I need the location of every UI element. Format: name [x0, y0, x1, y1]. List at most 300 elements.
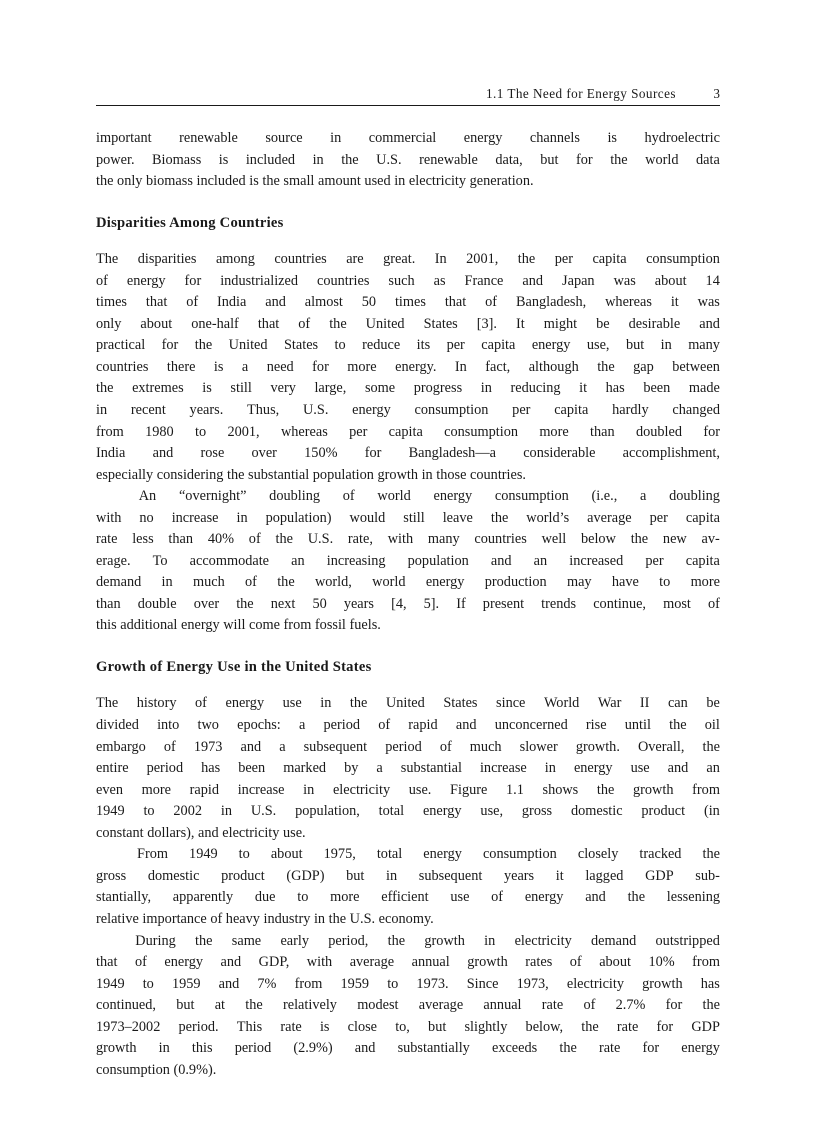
word: considerable [523, 445, 596, 462]
word: it [579, 380, 588, 397]
word: than [590, 423, 615, 440]
word: 1973 [193, 738, 223, 755]
word: for [642, 1040, 660, 1057]
word: increasing [326, 552, 386, 569]
word: electricity [332, 781, 391, 798]
text-line [96, 314, 720, 336]
word: this additional energy will come from fossil fuels. [96, 617, 381, 634]
word: would [349, 509, 386, 526]
word: substantially [397, 1040, 470, 1057]
word: capita [685, 509, 720, 526]
paragraph-from-1949-to-1975 [96, 844, 720, 930]
heading-disparities-among-countries: Disparities Among Countries [96, 214, 284, 231]
word: GDP [691, 1018, 720, 1035]
word: the [559, 1040, 577, 1057]
word: times [96, 294, 127, 311]
word: demand [590, 932, 637, 949]
word: history [136, 695, 177, 712]
word: av- [701, 531, 720, 548]
word: electricity [566, 975, 625, 992]
word: fact, [485, 358, 511, 375]
word: trends [541, 595, 577, 612]
word: consumption [444, 423, 518, 440]
text-line [96, 249, 720, 271]
word: may [566, 574, 592, 591]
word: population) [265, 509, 332, 526]
word: growth [96, 1040, 137, 1057]
word: need [266, 358, 294, 375]
word: In [454, 358, 467, 375]
word: erage. [96, 552, 131, 569]
word: rates [525, 954, 553, 971]
word: countries [474, 531, 527, 548]
word: to [297, 889, 309, 906]
word: than [96, 595, 121, 612]
word: slower [519, 738, 558, 755]
running-head-title: 1.1 The Need for Energy Sources [486, 86, 676, 101]
word: subsequent [303, 738, 368, 755]
word: GDP, [258, 954, 290, 971]
word: present [482, 595, 525, 612]
word: rate [541, 997, 564, 1014]
word: 1949 [96, 975, 125, 992]
word: in [161, 574, 173, 591]
word: of [96, 272, 108, 289]
word: energy [681, 1040, 720, 1057]
word: countries [317, 272, 370, 289]
word: growth [467, 954, 508, 971]
word: whereas [280, 423, 328, 440]
text-line [96, 443, 720, 465]
word: growth [633, 781, 674, 798]
word: leave [442, 509, 473, 526]
word: and [240, 738, 262, 755]
word: for [576, 151, 593, 168]
word: with [306, 954, 333, 971]
text-line [96, 271, 720, 293]
text-line [96, 737, 720, 759]
word: data, [495, 151, 523, 168]
word: energy. [395, 358, 437, 375]
text-line [96, 171, 720, 193]
word: tracked [639, 846, 682, 863]
word: in [312, 151, 324, 168]
word: been [643, 380, 671, 397]
word: the [245, 997, 263, 1014]
word: lessening [666, 889, 720, 906]
word: countries [274, 251, 327, 268]
word: [4, [391, 595, 407, 612]
word: demand [96, 574, 142, 591]
word: per [554, 251, 573, 268]
word: consumption [646, 251, 720, 268]
word: and [218, 975, 240, 992]
word: divided [96, 717, 139, 734]
word: doubled [635, 423, 683, 440]
word: rate [280, 1018, 302, 1035]
word: in [544, 760, 556, 777]
word: source [265, 130, 303, 146]
word: many [688, 337, 720, 354]
word: more [330, 889, 360, 906]
word: years [343, 595, 374, 612]
word: 150% [304, 445, 338, 462]
word: The [96, 251, 119, 268]
word: the [669, 717, 687, 734]
word: it [555, 867, 564, 884]
text-line [96, 422, 720, 444]
word: renewable [419, 151, 478, 168]
word: one-half [191, 315, 239, 332]
word: Japan [562, 272, 595, 289]
word: constant dollars), and electricity use. [96, 824, 306, 841]
text-line [96, 1038, 720, 1060]
word: since [496, 695, 526, 712]
word: population [407, 552, 469, 569]
word: below, [525, 1018, 564, 1035]
word: India [216, 294, 247, 311]
word: the [702, 997, 720, 1014]
word: efficient [381, 889, 429, 906]
word: (in [703, 803, 720, 820]
word: United [228, 337, 268, 354]
word: is [213, 358, 224, 375]
word: sub- [695, 867, 720, 884]
word: In [434, 251, 447, 268]
word: gap [633, 358, 654, 375]
word: Bangladesh—a [408, 445, 496, 462]
paragraph-renewable-hydroelectric [96, 128, 720, 193]
text-line [96, 400, 720, 422]
text-line [96, 801, 720, 823]
word: 5]. [423, 595, 440, 612]
text-line [96, 995, 720, 1017]
word: channels [529, 130, 580, 146]
word: annual [483, 997, 522, 1014]
paragraph-electricity-demand-growth [96, 931, 720, 1082]
word: from [96, 423, 124, 440]
word: recent [130, 401, 166, 418]
word: from [692, 781, 720, 798]
word: period. [178, 1018, 219, 1035]
word: “overnight” [178, 488, 247, 505]
word: domestic [147, 867, 200, 884]
word: by [344, 760, 359, 777]
word: consumption [494, 488, 569, 505]
word: same [231, 932, 262, 949]
word: years. [189, 401, 224, 418]
word: States [443, 695, 478, 712]
text-line [96, 758, 720, 780]
word: times [394, 294, 426, 311]
word: The [96, 695, 119, 712]
word: world’s [526, 509, 570, 526]
body-text [96, 128, 720, 1081]
word: the [195, 932, 213, 949]
word: and [455, 717, 477, 734]
word: extremes [132, 380, 184, 397]
word: the [329, 315, 347, 332]
word: use [450, 889, 470, 906]
word: per [512, 401, 531, 418]
word: the [597, 358, 615, 375]
word: over [251, 445, 277, 462]
word: the [517, 251, 536, 268]
word: gross [96, 867, 127, 884]
word: world [377, 488, 411, 505]
word: GDP [645, 867, 674, 884]
word: about [140, 315, 173, 332]
word: over [193, 595, 220, 612]
word: new [662, 531, 687, 548]
word: world, [314, 574, 352, 591]
word: increase [237, 781, 285, 798]
word: hydroelectric [644, 130, 720, 146]
word: has [700, 975, 720, 992]
word: growth. [575, 738, 620, 755]
text-line [96, 594, 720, 616]
paragraph-overnight-doubling [96, 486, 720, 637]
word: a [279, 738, 286, 755]
word: An [138, 488, 157, 505]
word: this [191, 1040, 213, 1057]
word: the [702, 738, 720, 755]
text-line [96, 887, 720, 909]
text-line [96, 486, 720, 508]
text-line [96, 715, 720, 737]
word: energy [423, 846, 462, 863]
word: next [270, 595, 296, 612]
word: the [387, 932, 406, 949]
word: industrialized [220, 272, 299, 289]
word: for [364, 445, 382, 462]
word: in [660, 337, 672, 354]
word: the [349, 695, 368, 712]
word: rate [616, 1018, 639, 1035]
word: per [649, 509, 668, 526]
word: energy [164, 954, 204, 971]
text-line [96, 529, 720, 551]
word: gross [521, 803, 553, 820]
word: per [645, 552, 664, 569]
word: Since [466, 975, 499, 992]
word: annual [411, 954, 450, 971]
word: continued, [96, 997, 156, 1014]
word: about [270, 846, 303, 863]
word: 2.7% [615, 997, 646, 1014]
word: United [365, 315, 405, 332]
word: rate [96, 531, 118, 548]
word: During [135, 932, 176, 949]
word: embargo [96, 738, 146, 755]
word: 50 [312, 595, 327, 612]
word: be [596, 315, 610, 332]
word: To [152, 552, 168, 569]
word: more [347, 358, 377, 375]
word: as [433, 272, 446, 289]
word: energy [463, 130, 503, 146]
word: of [491, 889, 504, 906]
word: the [610, 151, 628, 168]
word: 40% [207, 531, 235, 548]
word: data [696, 151, 720, 168]
word: an [533, 552, 548, 569]
word: period [234, 1040, 272, 1057]
word: II [639, 695, 650, 712]
word: reduce [362, 337, 401, 354]
word: but [625, 337, 645, 354]
word: about [654, 272, 687, 289]
word: capita [685, 552, 720, 569]
word: was [613, 272, 636, 289]
word: doubling [669, 488, 720, 505]
word: in [96, 401, 108, 418]
word: relatively [282, 997, 337, 1014]
word: a [298, 717, 306, 734]
word: among [215, 251, 255, 268]
word: the [275, 531, 293, 548]
word: such [388, 272, 415, 289]
word: it [670, 294, 679, 311]
word: rapid [189, 781, 220, 798]
word: and [667, 760, 689, 777]
word: entire [96, 760, 129, 777]
word: is [218, 151, 229, 168]
word: and [522, 272, 544, 289]
word: more [141, 781, 172, 798]
word: is [202, 380, 212, 397]
text-line [96, 844, 720, 866]
word: to [143, 803, 155, 820]
word: increase [479, 760, 527, 777]
word: use, [480, 803, 504, 820]
word: in [158, 1040, 170, 1057]
word: the [236, 595, 254, 612]
word: epochs: [237, 717, 281, 734]
word: domestic [570, 803, 623, 820]
word: average [418, 997, 464, 1014]
word: changed [672, 401, 720, 418]
word: [3]. [476, 315, 497, 332]
word: close [347, 1018, 378, 1035]
word: oil [704, 717, 720, 734]
word: the only biomass included is the small amount used in electricity generation. [96, 173, 534, 190]
word: of [248, 531, 261, 548]
word: shows [542, 781, 579, 798]
page-content [96, 86, 720, 1081]
word: be [706, 695, 720, 712]
spacer [96, 193, 720, 215]
word: production [484, 574, 547, 591]
word: for [184, 272, 202, 289]
word: years [503, 867, 535, 884]
word: much [192, 574, 225, 591]
word: of [134, 954, 147, 971]
word: its [416, 337, 431, 354]
word: than [168, 531, 194, 548]
word: very [270, 380, 296, 397]
word: average [587, 509, 632, 526]
word: energy [524, 889, 564, 906]
word: energy [126, 272, 166, 289]
word: of [186, 294, 199, 311]
word: (2.9%) [293, 1040, 333, 1057]
word: but [176, 997, 195, 1014]
word: to [238, 846, 250, 863]
text-line [96, 1060, 720, 1082]
word: of [195, 695, 207, 712]
spacer [96, 676, 720, 693]
word: accommodate [189, 552, 270, 569]
word: This [236, 1018, 263, 1035]
word: 14 [705, 272, 720, 289]
word: increase [171, 509, 219, 526]
word: modest [357, 997, 399, 1014]
word: use [630, 760, 650, 777]
word: period [146, 760, 184, 777]
word: to [334, 337, 346, 354]
spacer [96, 637, 720, 659]
word: progress [413, 380, 463, 397]
paragraph-disparities [96, 249, 720, 486]
word: energy [433, 488, 473, 505]
word: outstripped [655, 932, 720, 949]
word: and [585, 889, 606, 906]
paragraph-history-of-energy-use [96, 693, 720, 844]
text-line [96, 508, 720, 530]
word: 1.1 [505, 781, 524, 798]
word: from [692, 954, 720, 971]
text-line [96, 378, 720, 400]
word: the [702, 846, 720, 863]
word: U.S. [376, 151, 402, 168]
word: and [490, 552, 512, 569]
word: a [241, 358, 249, 375]
word: use [282, 695, 302, 712]
text-line [96, 909, 720, 931]
word: of [342, 488, 355, 505]
word: for [161, 337, 179, 354]
word: in [480, 380, 492, 397]
word: whereas [605, 294, 652, 311]
word: consumption [482, 846, 557, 863]
word: the [627, 889, 646, 906]
word: most [663, 595, 691, 612]
word: double [137, 595, 177, 612]
word: the [596, 781, 615, 798]
word: some [364, 380, 396, 397]
word: the [341, 151, 359, 168]
word: period [323, 717, 361, 734]
word: renewable [179, 130, 238, 146]
word: United [385, 695, 425, 712]
word: in [303, 781, 315, 798]
word: desirable [628, 315, 681, 332]
word: more [539, 423, 569, 440]
text-line [96, 931, 720, 953]
word: closely [577, 846, 619, 863]
word: two [197, 717, 219, 734]
word: commercial [368, 130, 437, 146]
word: hardly [612, 401, 649, 418]
word: important [96, 130, 152, 146]
word: 1959 [171, 975, 201, 992]
word: an [706, 760, 720, 777]
word: still [403, 509, 425, 526]
word: 1949 [96, 803, 125, 820]
word: consumption [414, 401, 489, 418]
word: total [376, 846, 403, 863]
